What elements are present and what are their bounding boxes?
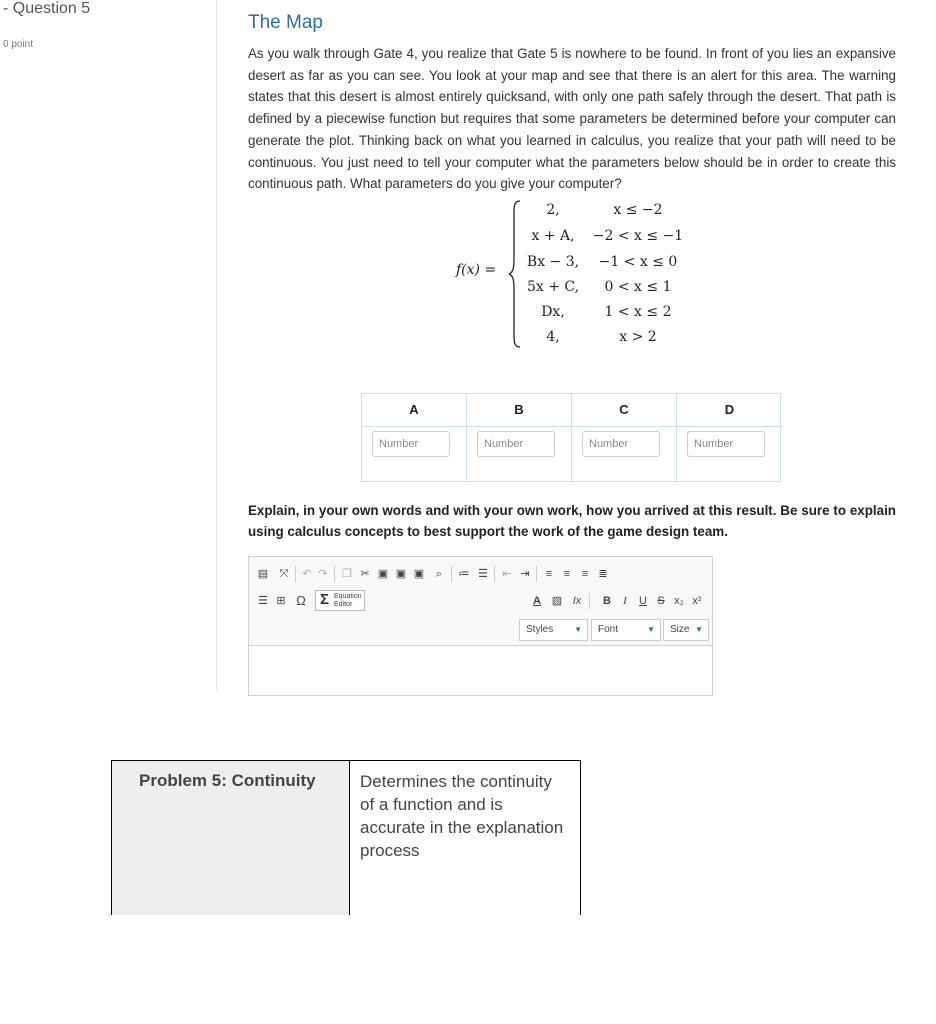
case-expr: 4, xyxy=(546,329,560,345)
case-expr: Bx − 3, xyxy=(526,254,580,270)
indent-icon[interactable]: ⇥ xyxy=(520,568,530,580)
equation-label-line2: Editor xyxy=(334,601,353,608)
param-column-b xyxy=(467,394,572,481)
special-char-icon[interactable]: Ω xyxy=(296,593,306,608)
param-header: C xyxy=(572,394,676,427)
sigma-icon: Σ xyxy=(320,591,330,608)
equation-label-line1: Equation xyxy=(334,593,362,600)
strikethrough-icon[interactable]: S xyxy=(657,595,665,607)
case-cond: −1 < x ≤ 0 xyxy=(598,254,678,270)
case-expr: x + A, xyxy=(531,228,575,244)
rubric-table xyxy=(111,760,581,915)
param-column-a xyxy=(362,394,467,481)
horizontal-line-icon[interactable]: ☰ xyxy=(258,595,268,607)
equation-editor-button[interactable] xyxy=(315,590,365,611)
bulleted-list-icon[interactable]: ☰ xyxy=(478,568,488,580)
param-header: D xyxy=(677,394,782,427)
function-label: f(x) = xyxy=(456,262,497,278)
question-number[interactable]: - Question 5 xyxy=(3,0,91,17)
toolbar-separator xyxy=(334,566,335,582)
case-cond: x > 2 xyxy=(619,329,657,345)
case-cond: x ≤ −2 xyxy=(613,202,663,218)
undo-icon[interactable]: ↶ xyxy=(302,568,312,580)
question-title: The Map xyxy=(248,12,323,33)
parameter-table xyxy=(361,393,781,482)
align-left-icon[interactable]: ≡ xyxy=(545,568,553,580)
superscript-icon[interactable]: x² xyxy=(692,595,702,607)
case-expr: 2, xyxy=(546,202,560,218)
outdent-icon[interactable]: ⇤ xyxy=(502,568,512,580)
italic-icon[interactable]: I xyxy=(623,595,627,607)
paste-word-icon[interactable]: ▣ xyxy=(413,568,425,580)
question-points: 0 point xyxy=(3,39,34,50)
toolbar-separator xyxy=(589,593,590,609)
case-cond: 0 < x ≤ 1 xyxy=(604,279,672,295)
subscript-icon[interactable]: x₂ xyxy=(674,595,684,607)
editor-text-area[interactable] xyxy=(249,646,712,695)
numbered-list-icon[interactable]: ≔ xyxy=(458,568,470,580)
remove-format-icon[interactable]: Ix xyxy=(572,595,582,607)
size-label: Size xyxy=(670,624,690,635)
styles-dropdown[interactable] xyxy=(519,619,588,641)
size-dropdown[interactable] xyxy=(663,619,709,641)
rubric-description-cell xyxy=(350,761,581,915)
explain-prompt: Explain, in your own words and with your own work, how you arrived at this result. Be sure to explain using calculus concepts to best support the work of the game design team. xyxy=(248,503,896,539)
rich-text-editor xyxy=(248,556,713,696)
cut-icon[interactable]: ✂ xyxy=(360,568,370,580)
font-label: Font xyxy=(598,624,619,635)
toolbar-separator xyxy=(536,566,537,582)
maximize-icon[interactable]: ⤧ xyxy=(279,568,289,580)
rubric-criterion-cell xyxy=(111,761,350,915)
find-icon[interactable]: ⌕ xyxy=(435,568,443,580)
underline-icon[interactable]: U xyxy=(639,595,647,607)
save-icon[interactable]: ▤ xyxy=(257,568,269,580)
piecewise-brace xyxy=(509,200,521,348)
param-column-c xyxy=(572,394,677,481)
table-icon[interactable]: ⊞ xyxy=(276,595,286,607)
redo-icon[interactable]: ↷ xyxy=(318,568,328,580)
case-cond: −2 < x ≤ −1 xyxy=(592,228,684,244)
toolbar-separator xyxy=(494,566,495,582)
param-c-input[interactable] xyxy=(582,431,660,457)
param-b-input[interactable] xyxy=(477,431,555,457)
question-sidebar xyxy=(0,0,217,690)
background-color-icon[interactable]: ▨ xyxy=(551,595,563,607)
param-header: B xyxy=(467,394,571,427)
paste-icon[interactable]: ▣ xyxy=(377,568,389,580)
rubric-heading: Problem 5: Continuity xyxy=(139,771,316,790)
toolbar-separator xyxy=(295,566,296,582)
align-right-icon[interactable]: ≡ xyxy=(581,568,589,580)
styles-label: Styles xyxy=(526,624,554,635)
justify-icon[interactable]: ≣ xyxy=(598,568,608,580)
bold-icon[interactable]: B xyxy=(603,595,611,607)
copy-icon[interactable]: ❐ xyxy=(342,568,352,580)
toolbar-separator xyxy=(451,566,452,582)
editor-toolbar xyxy=(249,557,712,646)
font-dropdown[interactable] xyxy=(591,619,661,641)
chevron-down-icon: ▼ xyxy=(574,625,582,634)
case-expr: Dx, xyxy=(541,304,565,320)
case-expr: 5x + C, xyxy=(526,279,580,295)
case-cond: 1 < x ≤ 2 xyxy=(604,304,672,320)
param-d-input[interactable] xyxy=(687,431,765,457)
rubric-description: Determines the continuity of a function and is accurate in the explanation process xyxy=(360,772,564,860)
paste-text-icon[interactable]: ▣ xyxy=(395,568,407,580)
text-color-icon[interactable]: A xyxy=(533,595,541,607)
chevron-down-icon: ▼ xyxy=(695,625,703,634)
param-a-input[interactable] xyxy=(372,431,450,457)
question-paragraph: As you walk through Gate 4, you realize that Gate 5 is nowhere to be found. In front of you lies an expansive desert as far as you can see. You look at your map and see that there is an alert for this area. The warning states that this desert is almost entirely quicksand, with only one path safely through the desert. That path is defined by a piecewise function but requires that some parameters be determined before your computer can generate the plot. Thinking back on what you learned in calculus, you realize that your path will need to be continuous. You just need to tell your computer what the parameters below should be in order to create this continuous path. What parameters do you give your computer? xyxy=(248,46,896,192)
param-header: A xyxy=(362,394,466,427)
align-center-icon[interactable]: ≡ xyxy=(563,568,571,580)
param-column-d xyxy=(677,394,782,481)
chevron-down-icon: ▼ xyxy=(647,625,655,634)
